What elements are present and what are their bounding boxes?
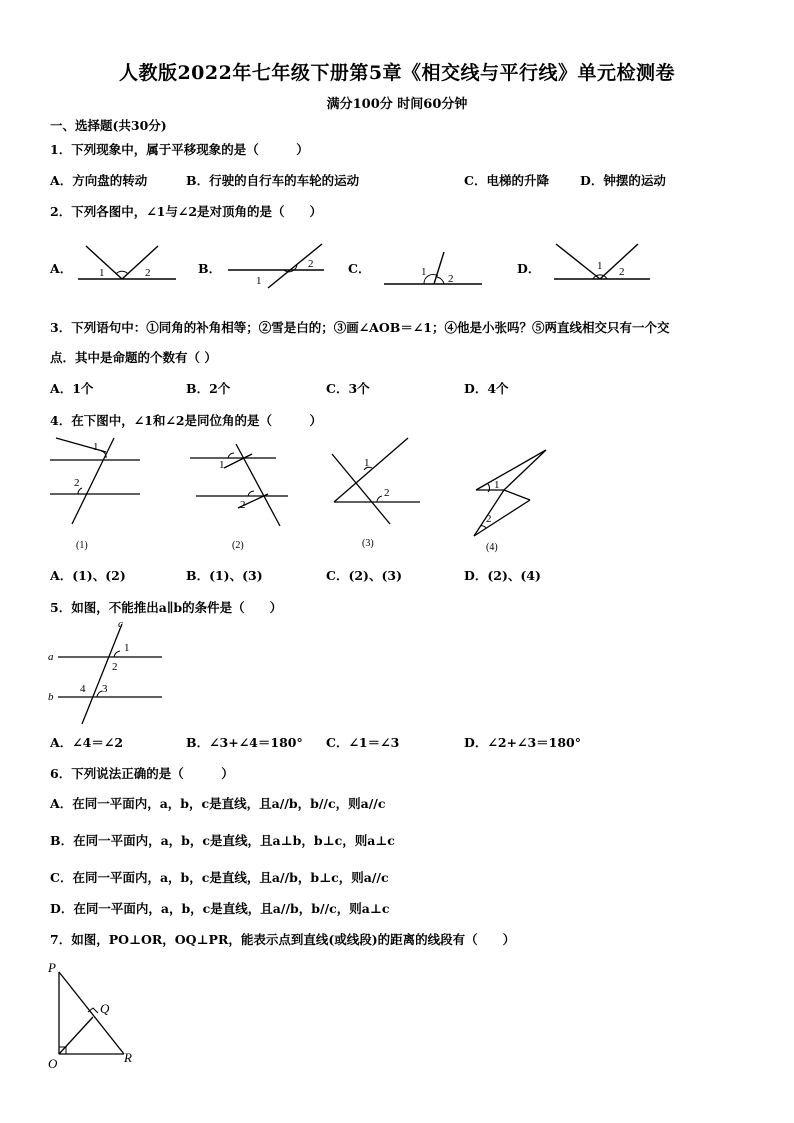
q5-stem: 5．如图，不能推出a∥b的条件是（ ） [50,600,283,615]
q3-option-a: A．1个 [50,381,94,396]
q2-figure-c [380,240,490,290]
q3-option-c: C．3个 [326,381,370,396]
q2-figure-d [550,238,660,288]
q4-caption-4: (4) [486,542,498,553]
q5-option-c: C．∠1＝∠3 [326,735,400,750]
q5-label-b: b [48,691,54,703]
q5-option-d: D．∠2+∠3＝180° [464,735,581,750]
q7-label-r: R [124,1050,132,1065]
page-title: 人教版2022年七年级下册第5章《相交线与平行线》单元检测卷 [118,62,676,84]
q4f4-label-1: 1 [494,479,500,491]
q5-label-1: 1 [124,642,130,654]
q2a-label-1: 1 [99,267,105,279]
q4f3-label-1: 1 [364,457,370,469]
q5-label-4: 4 [80,683,86,695]
q2-figure-b [224,240,334,290]
q1-option-d: D．钟摆的运动 [580,173,666,188]
q6-option-a: A．在同一平面内，a，b，c是直线，且a//b，b//c，则a//c [50,796,386,811]
q4-option-b: B．(1)、(3) [186,568,263,583]
section-heading: 一、选择题(共30分) [50,118,167,133]
q3-stem-line1: 3．下列语句中：①同角的补角相等；②雪是白的；③画∠AOB＝∠1；④他是小张吗？⑤两直线相交只有一个交 [50,320,670,335]
q4f2-label-1: 1 [219,459,225,471]
q2c-label-1: 1 [421,266,427,278]
q4-caption-2: (2) [232,540,244,551]
q4f2-label-2: 2 [240,499,246,511]
q6-option-b: B．在同一平面内，a，b，c是直线，且a⊥b，b⊥c，则a⊥c [50,833,395,848]
q7-label-p: P [48,960,56,975]
q2-stem: 2．下列各图中，∠1与∠2是对顶角的是（ ） [50,204,323,219]
page-subtitle: 满分100分 时间60分钟 [326,97,468,112]
q3-stem-line2: 点．其中是命题的个数有（ ） [50,350,217,365]
q2-option-a: A． [50,261,73,276]
q2d-label-1: 1 [597,260,603,272]
q2b-label-2: 2 [308,258,314,270]
q7-label-q: Q [100,1001,110,1016]
q4-figure-3 [326,434,426,554]
q2b-label-1: 1 [256,275,262,287]
q6-option-d: D．在同一平面内，a，b，c是直线，且a//b，b//c，则a⊥c [50,901,390,916]
q4-caption-3: (3) [362,538,374,549]
q2c-label-2: 2 [448,273,454,285]
q4-figure-4 [466,446,566,558]
q4f3-label-2: 2 [384,487,390,499]
q4-option-d: D．(2)、(4) [464,568,541,583]
q4-caption-1: (1) [76,540,88,551]
q1-stem: 1．下列现象中，属于平移现象的是（ ） [50,142,309,157]
q4-figure-1 [46,434,146,554]
q7-figure [44,958,154,1078]
q5-label-a: a [48,651,54,663]
q4-figure-2 [188,436,298,556]
q5-option-b: B．∠3+∠4＝180° [186,735,303,750]
q7-label-o: O [48,1056,58,1071]
q4-stem: 4．在下图中，∠1和∠2是同位角的是（ ） [50,413,323,428]
q5-option-a: A．∠4＝∠2 [50,735,124,750]
q1-option-c: C．电梯的升降 [464,173,549,188]
q5-label-c: c [118,618,123,630]
q4f1-label-1: 1 [93,441,99,453]
q6-stem: 6．下列说法正确的是（ ） [50,766,234,781]
q1-option-a: A．方向盘的转动 [50,173,148,188]
q5-label-2: 2 [112,661,118,673]
q3-option-b: B．2个 [186,381,231,396]
q2a-label-2: 2 [145,267,151,279]
q3-option-d: D．4个 [464,381,509,396]
q5-figure [44,618,174,728]
q5-label-3: 3 [102,683,108,695]
q2-figure-a [72,238,182,288]
q6-option-c: C．在同一平面内，a，b，c是直线，且a//b，b⊥c，则a//c [50,870,389,885]
q4-option-c: C．(2)、(3) [326,568,403,583]
q2-option-d: D． [517,261,541,276]
q2-option-c: C． [348,261,371,276]
q2-option-b: B． [198,261,222,276]
q2d-label-2: 2 [619,266,625,278]
q7-stem: 7．如图，PO⊥OR，OQ⊥PR，能表示点到直线(或线段)的距离的线段有（ ） [50,932,516,947]
q1-option-b: B．行驶的自行车的车轮的运动 [186,173,360,188]
q4-option-a: A．(1)、(2) [50,568,126,583]
q4f4-label-2: 2 [486,513,492,525]
q4f1-label-2: 2 [74,477,80,489]
